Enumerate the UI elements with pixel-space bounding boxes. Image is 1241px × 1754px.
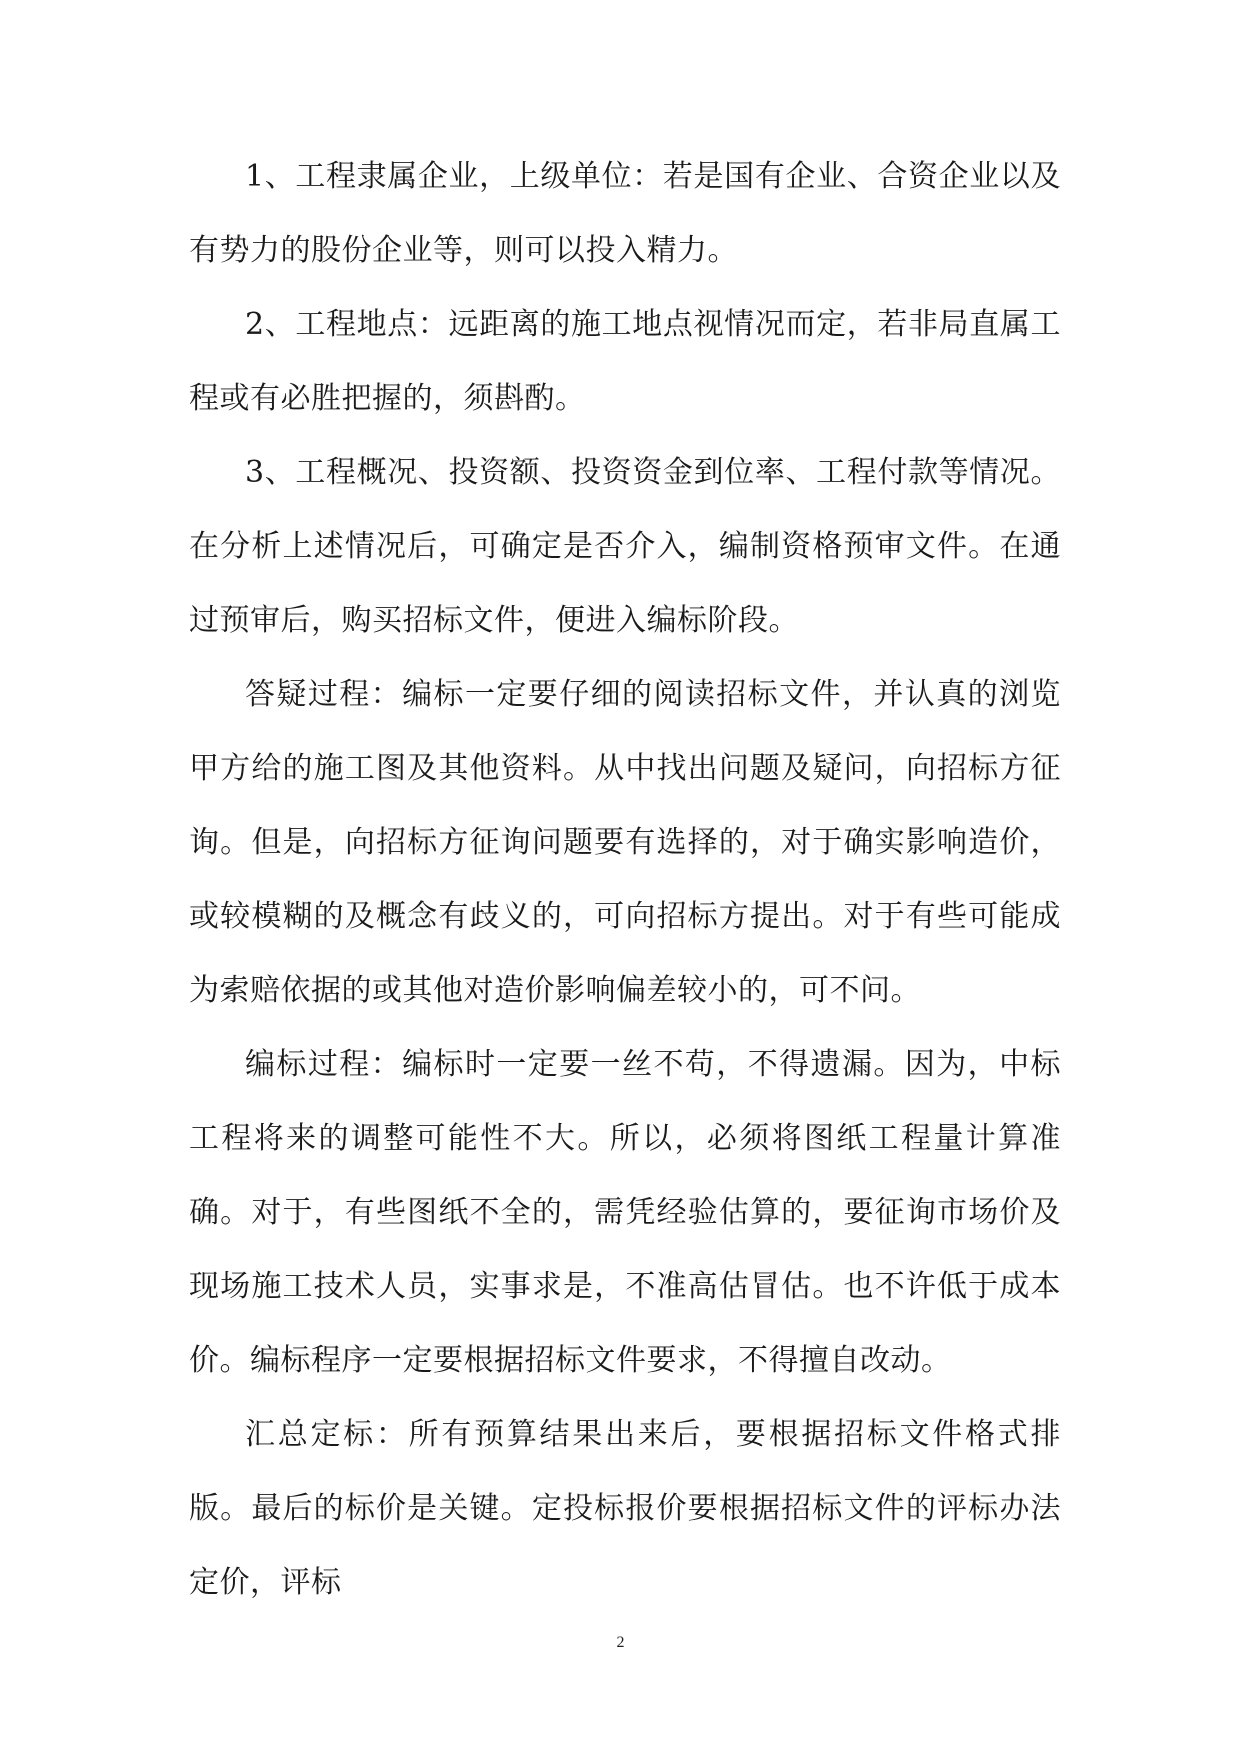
document-body: [189, 140, 1061, 1620]
paragraph-qa-process: 答疑过程：编标一定要仔细的阅读招标文件，并认真的浏览甲方给的施工图及其他资料。从中找出问题及疑问，向招标方征询。但是，向招标方征询问题要有选择的，对于确实影响造价，或较模糊的及概念有歧义的，可向招标方提出。对于有些可能成为索赔依据的或其他对造价影响偏差较小的，可不问。: [189, 677, 1061, 1008]
paragraph-project-affiliation: 1、工程隶属企业，上级单位：若是国有企业、合资企业以及有势力的股份企业等，则可以投入精力。: [189, 159, 1061, 268]
paragraph-summary-pricing: 汇总定标：所有预算结果出来后，要根据招标文件格式排版。最后的标价是关键。定投标报价要根据招标文件的评标办法定价，评标: [189, 1417, 1061, 1600]
paragraph-project-overview: 3、工程概况、投资额、投资资金到位率、工程付款等情况。在分析上述情况后，可确定是否介入，编制资格预审文件。在通过预审后，购买招标文件，便进入编标阶段。: [189, 455, 1061, 638]
paragraph-bid-preparation: 编标过程：编标时一定要一丝不苟，不得遗漏。因为，中标工程将来的调整可能性不大。所以，必须将图纸工程量计算准确。对于，有些图纸不全的，需凭经验估算的，要征询市场价及现场施工技术人员，实事求是，不准高估冒估。也不许低于成本价。编标程序一定要根据招标文件要求，不得擅自改动。: [189, 1047, 1061, 1378]
paragraph-project-location: 2、工程地点：远距离的施工地点视情况而定，若非局直属工程或有必胜把握的，须斟酌。: [189, 307, 1061, 416]
page-number: 2: [616, 1634, 625, 1651]
